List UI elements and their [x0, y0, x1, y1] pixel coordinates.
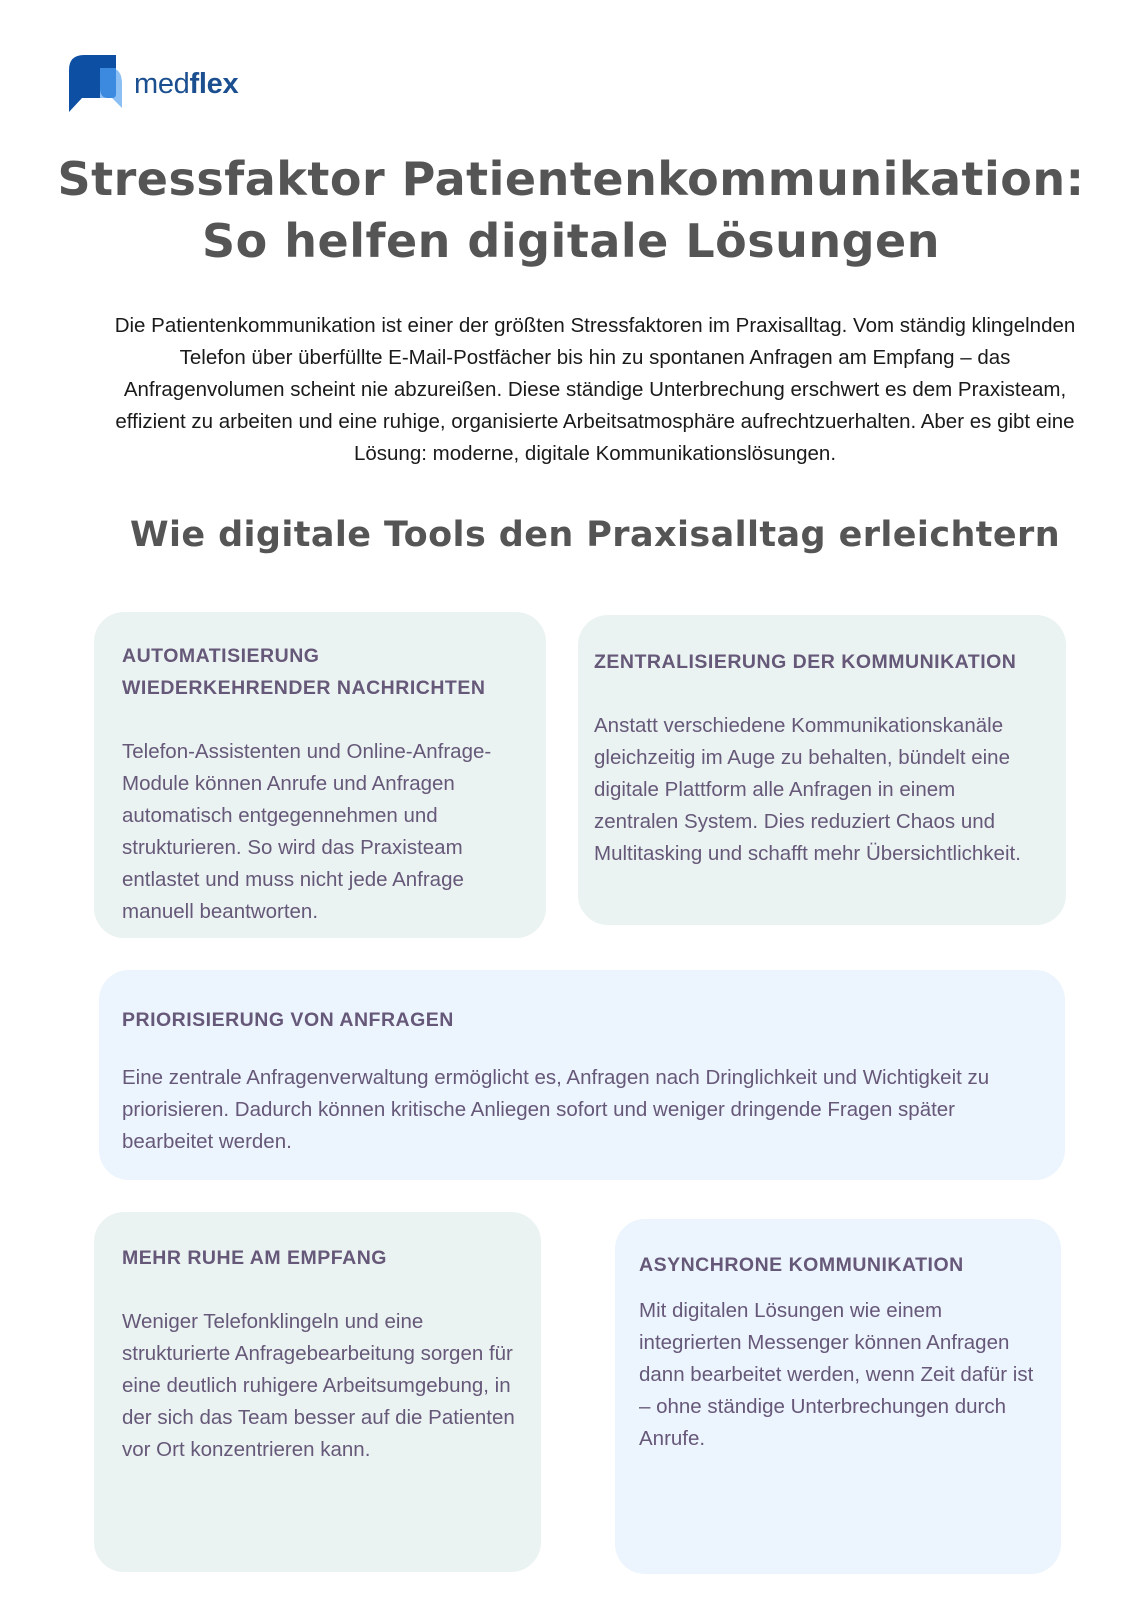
card-heading: PRIORISIERUNG VON ANFRAGEN — [122, 1009, 454, 1031]
card-zentralisierung — [578, 615, 1066, 925]
card-heading: MEHR RUHE AM EMPFANG — [122, 1247, 387, 1269]
card-heading: ASYNCHRONE KOMMUNIKATION — [639, 1254, 964, 1276]
speech-bubbles-icon — [68, 54, 124, 114]
medflex-logo — [68, 54, 238, 116]
card-automatisierung — [94, 612, 546, 938]
brand-name: medflex — [134, 68, 239, 100]
card-asynchron — [615, 1219, 1061, 1574]
card-heading: ZENTRALISIERUNG DER KOMMUNIKATION — [594, 651, 1017, 673]
card-body: Mit digitalen Lösungen wie einem integrierten Messenger können Anfragen dann bearbeitet werden, wenn Zeit dafür ist – ohne ständige Unterbrechungen durch Anrufe. — [639, 1299, 1034, 1450]
card-body: Weniger Telefonklingeln und eine strukturierte Anfragebearbeitung sorgen für eine deutlich ruhigere Arbeitsumgebung, in der sich das Team besser auf die Patienten vor Ort konzentrieren kann. — [122, 1310, 515, 1461]
card-body: Telefon-Assistenten und Online-Anfrage-Module können Anrufe und Anfragen automatisch entgegennehmen und strukturieren. So wird das Praxisteam entlastet und muss nicht jede Anfrage manuell beantworten. — [122, 740, 492, 923]
card-body: Eine zentrale Anfragenverwaltung ermöglicht es, Anfragen nach Dringlichkeit und Wichtigkeit zu priorisieren. Dadurch können kritische Anliegen sofort und weniger dringende Fragen später bearbeitet werden. — [122, 1066, 990, 1153]
intro-paragraph: Die Patientenkommunikation ist einer der größten Stressfaktoren im Praxisalltag. Vom ständig klingelnden Telefon über überfüllte E-Mail-Postfächer bis hin zu spontanen Anfragen am Empfang – das Anfragenvolumen scheint nie abzureißen. Diese ständige Unterbrechung erschwert es dem Praxisteam, effizient zu arbeiten und eine ruhige, organisierte Arbeitsatmosphäre aufrechtzuerhalten. Aber es gibt eine Lösung: moderne, digitale Kommunikationslösungen. — [114, 314, 1076, 465]
card-body: Anstatt verschiedene Kommunikationskanäle gleichzeitig im Auge zu behalten, bündelt eine digitale Plattform alle Anfragen in einem zentralen System. Dies reduziert Chaos und Multitasking und schafft mehr Übersichtlichkeit. — [594, 714, 1021, 865]
card-heading: AUTOMATISIERUNG WIEDERKEHRENDER NACHRICHTEN — [122, 645, 486, 699]
title-line-2: So helfen digitale Lösungen — [202, 214, 940, 268]
section-heading: Wie digitale Tools den Praxisalltag erleichtern — [129, 515, 1061, 555]
card-mehr-ruhe — [94, 1212, 541, 1572]
page-title — [0, 148, 1142, 272]
title-line-1: Stressfaktor Patientenkommunikation: — [57, 152, 1085, 206]
card-priorisierung — [99, 970, 1065, 1180]
